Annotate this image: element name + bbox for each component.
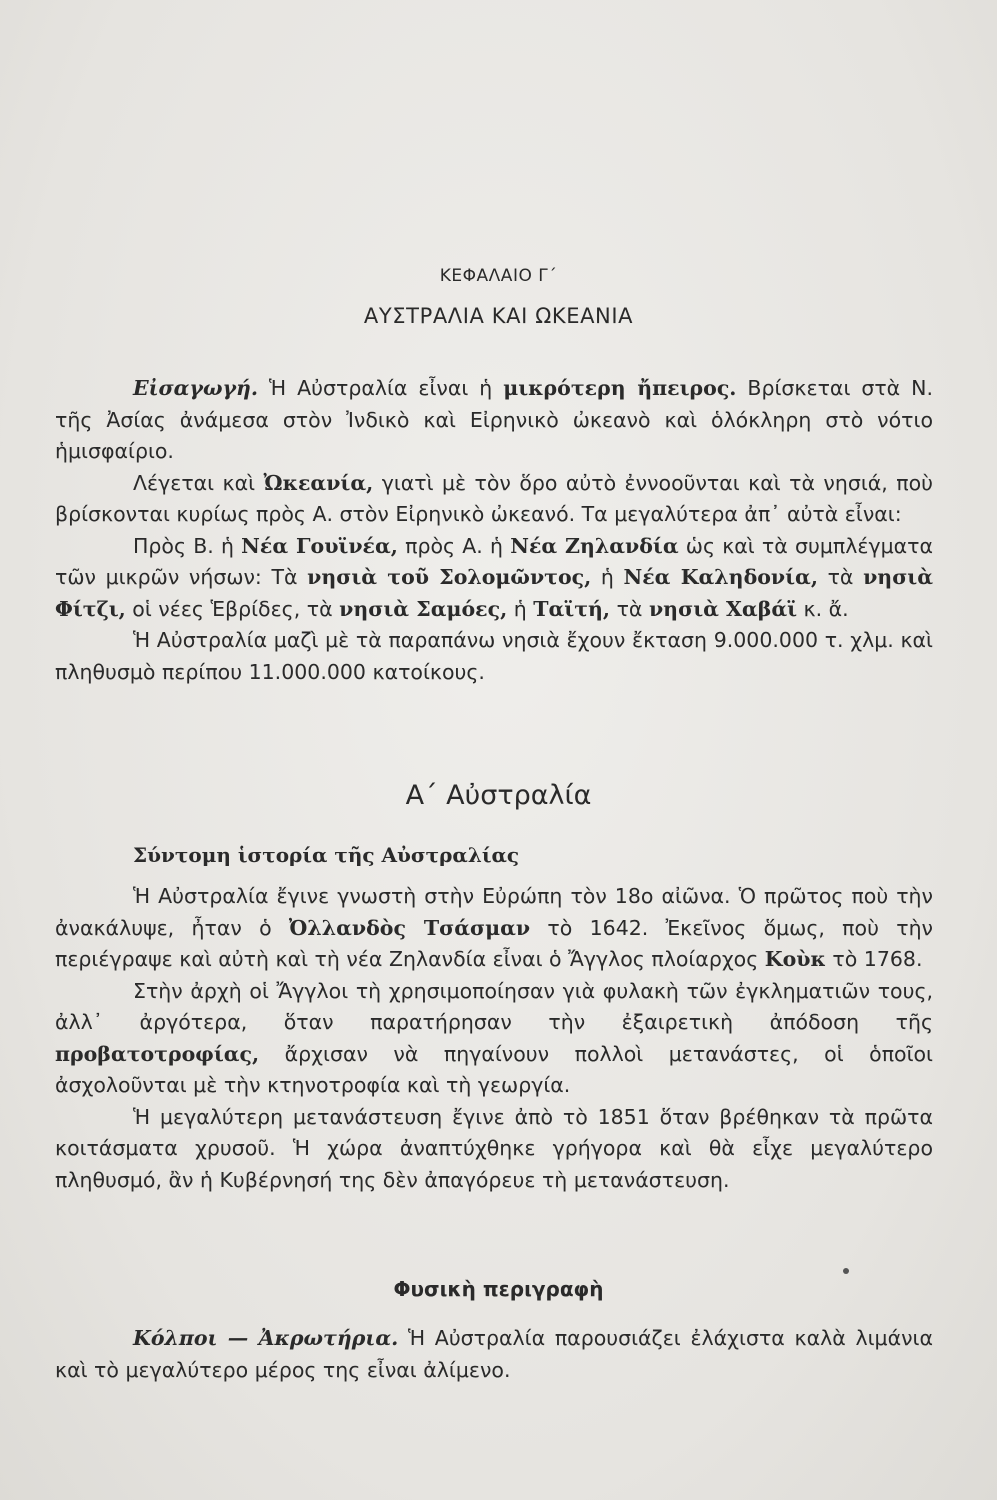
- history-p1-t3: τὸ 1768.: [825, 947, 923, 971]
- intro-p3-t5: τὰ: [817, 565, 864, 589]
- intro-p3-t8: τὰ: [610, 596, 649, 621]
- ink-spot: [843, 1268, 849, 1274]
- intro-p3-b8: νησιὰ Χαβάϊ: [648, 596, 798, 621]
- intro-p2-bold: Ὠκεανία,: [263, 470, 374, 495]
- intro-p3-b2: Νέα Ζηλανδία: [510, 533, 679, 558]
- intro-p3-b4: Νέα Καληδονία,: [623, 565, 818, 589]
- intro-p1-text1: Ἡ Αὐστραλία εἶναι ἡ: [258, 376, 504, 400]
- intro-p3-b7: Ταϊτή,: [533, 596, 611, 621]
- physical-heading: Φυσικὴ περιγραφὴ: [393, 1277, 604, 1301]
- history-p2-b1: προβατοτροφίας,: [55, 1041, 260, 1066]
- intro-p2-text2: γιατὶ μὲ τὸν ὅρο αὐτὸ ἐννοοῦνται καὶ τὰ νησιά, ποὺ βρίσκονται κυρίως πρὸς Α. στὸν Εἰρηνικὸ ὠκεανό. Τα μεγαλύτερα ἀπ᾽ αὐτὰ εἶναι:: [55, 470, 933, 526]
- intro-p3-b5: νησιὰ Φίτζι,: [55, 565, 934, 621]
- history-section: [55, 881, 933, 1196]
- intro-p3-t1: Πρὸς Β. ἡ: [133, 533, 242, 558]
- chapter-label: ΚΕΦΑΛΑΙΟ Γ΄: [439, 266, 558, 286]
- intro-p3-t2: πρὸς Α. ἡ: [397, 533, 511, 558]
- intro-label: Εἰσαγωγή.: [133, 376, 259, 400]
- intro-p2-text1: Λέγεται καὶ: [133, 470, 264, 495]
- intro-p3-t9: κ. ἄ.: [797, 596, 849, 621]
- intro-p3-t7: ἡ: [507, 596, 534, 621]
- history-p1-b2: Κοὺκ: [764, 947, 826, 971]
- intro-paragraph-3: [55, 531, 933, 626]
- physical-label: Κόλποι — Ἀκρωτήρια.: [133, 1326, 399, 1350]
- history-paragraph-2: [55, 976, 933, 1102]
- section-title: Α΄ Αὐστραλία: [405, 780, 592, 811]
- history-p2-t1: Στὴν ἀρχὴ οἱ Ἄγγλοι τὴ χρησιμοποίησαν γιὰ φυλακὴ τῶν ἐγκληματιῶν τους, ἀλλ᾽ ἀργότερα, ὅταν παρατήρησαν τὴν ἐξαιρετικὴ ἀπόδοση τῆς: [55, 978, 933, 1034]
- intro-p1-text2: Βρίσκεται στὰ Ν. τῆς Ἀσίας ἀνάμεσα στὸν Ἰνδικὸ καὶ Εἰρηνικὸ ὠκεανὸ καὶ ὁλόκληρη στὸ νότιο ἡμισφαίριο.: [55, 376, 934, 463]
- intro-p3-b1: Νέα Γουϊνέα,: [241, 533, 398, 558]
- intro-section: [55, 373, 933, 688]
- history-subheading: Σύντομη ἱστορία τῆς Αὐστραλίας: [133, 843, 520, 867]
- history-p2-t2: ἄρχισαν νὰ πηγαίνουν πολλοὶ μετανάστες, οἱ ὁποῖοι ἀσχολοῦνται μὲ τὴν κτηνοτροφία καὶ τὴ γεωργία.: [55, 1041, 933, 1097]
- intro-p3-t6: οἱ νέες Ἑβρίδες, τὰ: [125, 596, 340, 621]
- history-p1-b1: Ὀλλανδὸς Τσάσμαν: [288, 915, 531, 940]
- intro-paragraph-1: [55, 373, 933, 468]
- history-paragraph-3: Ἡ μεγαλύτερη μετανάστευση ἔγινε ἀπὸ τὸ 1851 ὅταν βρέθηκαν τὰ πρῶτα κοιτάσματα χρυσοῦ. Ἡ χώρα ἀναπτύχθηκε γρήγορα καὶ θὰ εἶχε μεγαλύτερο πληθυσμό, ἂν ἡ Κυβέρνησή της δὲν ἀπαγόρευε τὴ μετανάστευση.: [55, 1104, 933, 1192]
- physical-paragraph-1: [55, 1323, 933, 1386]
- chapter-title: ΑΥΣΤΡΑΛΙΑ ΚΑΙ ΩΚΕΑΝΙΑ: [363, 304, 634, 328]
- intro-p3-b3: νησιὰ τοῦ Σολομῶντος,: [307, 565, 592, 589]
- intro-p3-t4: ἡ: [591, 565, 624, 589]
- history-p1-t2: τὸ 1642. Ἐκεῖνος ὅμως, ποὺ τὴν περιέγραψε καὶ αὐτὴ καὶ τὴ νέα Ζηλανδία εἶναι ὁ Ἄγγλος πλοίαρχος: [55, 915, 934, 971]
- physical-p1-text: Ἡ Αὐστραλία παρουσιάζει ἐλάχιστα καλὰ λιμάνια καὶ τὸ μεγαλύτερο μέρος της εἶναι ἀλίμενο.: [55, 1326, 933, 1382]
- intro-paragraph-2: [55, 468, 933, 531]
- physical-section: [55, 1323, 933, 1386]
- intro-p3-b6: νησιὰ Σαμόες,: [339, 596, 508, 621]
- intro-paragraph-4: Ἡ Αὐστραλία μαζὶ μὲ τὰ παραπάνω νησιὰ ἔχουν ἔκταση 9.000.000 τ. χλμ. καὶ πληθυσμὸ περίπου 11.000.000 κατοίκους.: [55, 628, 933, 684]
- history-p1-t1: Ἡ Αὐστραλία ἔγινε γνωστὴ στὴν Εὐρώπη τὸν 18ο αἰῶνα. Ὁ πρῶτος ποὺ τὴν ἀνακάλυψε, ἦταν ὁ: [55, 884, 933, 940]
- intro-p3-t3: ὡς καὶ τὰ συμπλέγματα τῶν μικρῶν νήσων: Τὰ: [55, 533, 933, 589]
- history-paragraph-1: [55, 881, 933, 976]
- intro-p1-bold: μικρότερη ἤπειρος.: [503, 376, 737, 400]
